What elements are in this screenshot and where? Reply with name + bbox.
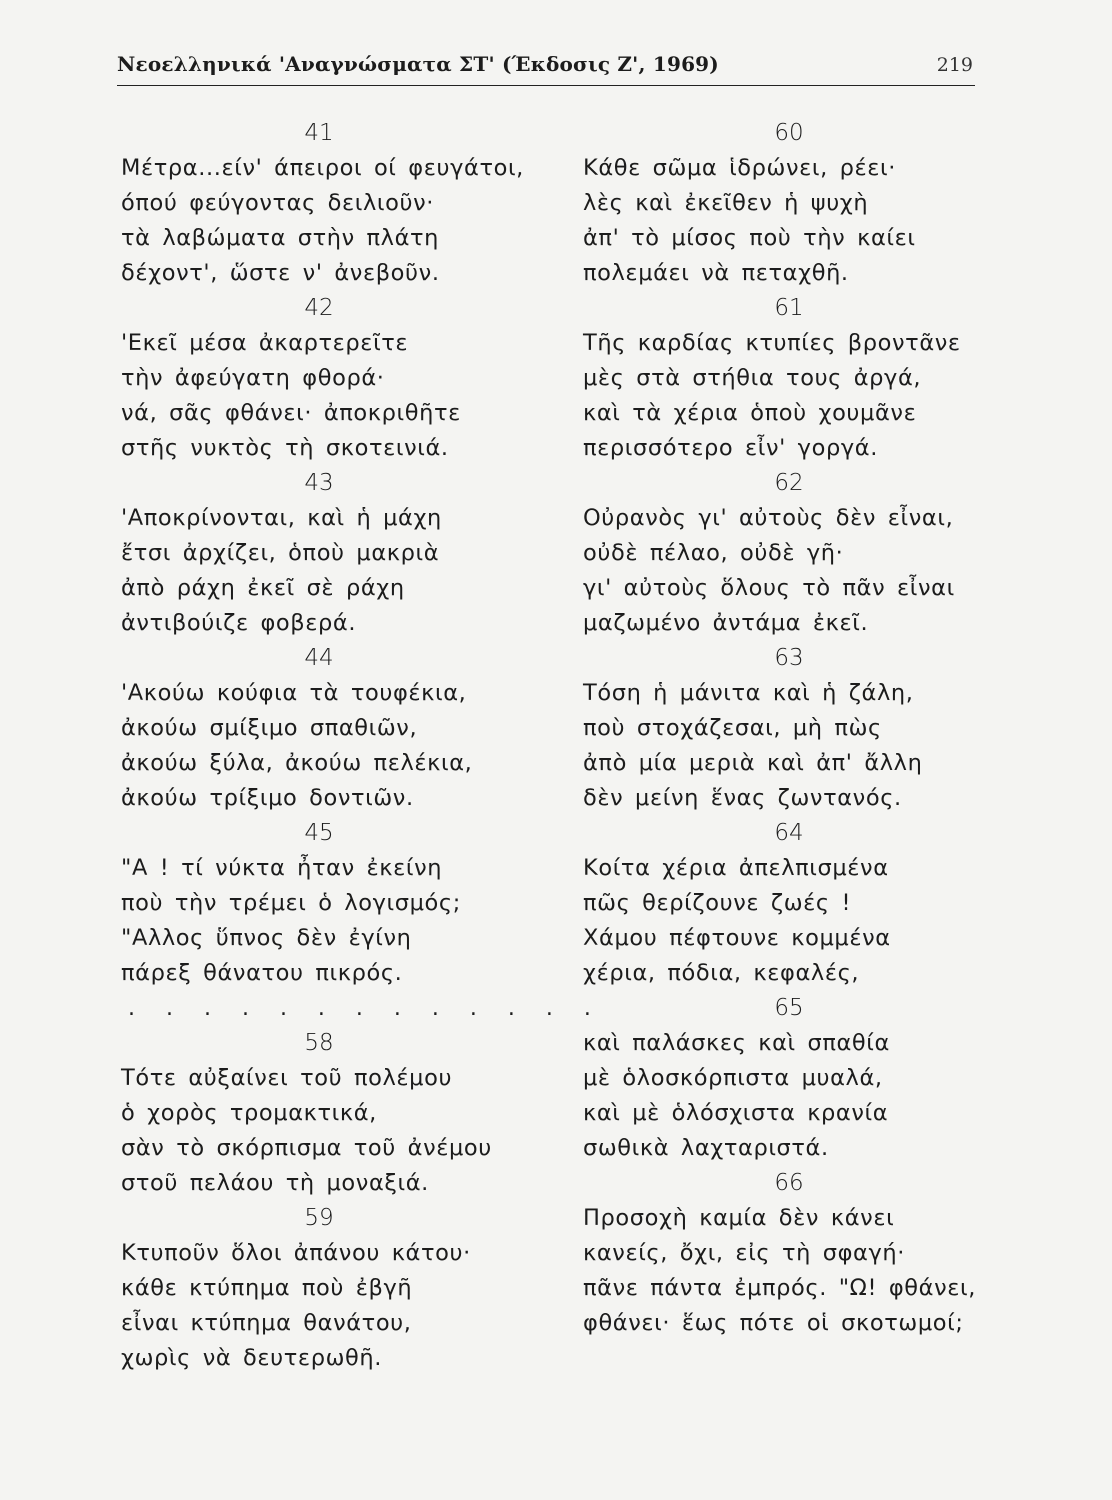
stanza-number: 65 <box>774 995 804 1021</box>
verse-line: πῶς θερίζουνε ζωές ! <box>583 890 852 916</box>
verse-line: ὁ χορὸς τρομακτικά, <box>121 1100 377 1126</box>
verse-line: πολεμάει νὰ πεταχθῆ. <box>583 260 849 286</box>
verse-line: χωρὶς νὰ δευτερωθῆ. <box>121 1345 383 1371</box>
verse-line: πᾶνε πάντα ἐμπρός. "Ω! φθάνει, <box>583 1275 976 1301</box>
verse-line: τὴν ἀφεύγατη φθορά· <box>121 365 385 391</box>
verse-line: όπού φεύγοντας δειλιοῦν· <box>121 190 435 216</box>
verse-line: ποὺ τὴν τρέμει ὁ λογισμός; <box>121 890 461 916</box>
stanza <box>121 116 531 291</box>
stanza <box>121 1026 531 1201</box>
verse-line: καὶ μὲ ὁλόσχιστα κρανία <box>583 1100 889 1126</box>
stanza-number: 63 <box>774 645 804 671</box>
stanza-number: 45 <box>304 820 334 846</box>
verse-line: κάθε κτύπημα ποὺ ἐβγῆ <box>121 1275 413 1301</box>
stanza-number: 66 <box>774 1170 804 1196</box>
verse-line: Κτυποῦν ὅλοι ἀπάνου κάτου· <box>121 1240 471 1266</box>
verse-line: Τόση ἡ μάνιτα καὶ ἡ ζάλη, <box>583 680 914 706</box>
verse-line: εἶναι κτύπημα θανάτου, <box>121 1310 412 1336</box>
verse-line: καὶ παλάσκες καὶ σπαθία <box>583 1030 890 1056</box>
stanza <box>121 466 531 641</box>
verse-line: γι' αὐτοὺς ὅλους τὸ πᾶν εἶναι <box>583 575 955 601</box>
verse-line: πάρεξ θάνατου πικρός. <box>121 960 403 986</box>
stanza-number: 42 <box>304 295 334 321</box>
verse-line: στῆς νυκτὸς τὴ σκοτεινιά. <box>121 435 449 461</box>
verse-line: ἀκούω ξύλα, ἀκούω πελέκια, <box>121 750 473 776</box>
verse-line: ἔτσι ἀρχίζει, ὁποὺ μακριὰ <box>121 540 440 566</box>
verse-line: 'Ακούω κούφια τὰ τουφέκια, <box>121 680 467 706</box>
stanza <box>583 1166 993 1341</box>
header-rule <box>117 85 975 86</box>
stanza-number: 58 <box>304 1030 334 1056</box>
verse-line: Χάμου πέφτουνε κομμένα <box>583 925 891 951</box>
stanza-number: 59 <box>304 1205 334 1231</box>
verse-line: δὲν μείνη ἕνας ζωντανός. <box>583 785 902 811</box>
stanza-number: 44 <box>304 645 334 671</box>
verse-line: Τῆς καρδίας κτυπίες βροντᾶνε <box>583 330 961 356</box>
verse-line: οὐδὲ πέλαο, οὐδὲ γῆ· <box>583 540 844 566</box>
stanza <box>121 291 531 466</box>
verse-line: Προσοχὴ καμία δὲν κάνει <box>583 1205 895 1231</box>
verse-line: 'Εκεῖ μέσα ἀκαρτερεῖτε <box>121 330 409 356</box>
omission-dots: . . . . . . . . . . . . . <box>128 996 603 1021</box>
page-number: 219 <box>936 54 973 76</box>
verse-line: ἀπ' τὸ μίσος ποὺ τὴν καίει <box>583 225 916 251</box>
verse-line: Τότε αὐξαίνει τοῦ πολέμου <box>121 1065 453 1091</box>
verse-line: χέρια, πόδια, κεφαλές, <box>583 960 860 986</box>
stanza <box>583 991 993 1166</box>
stanza <box>583 116 993 291</box>
verse-line: σὰν τὸ σκόρπισμα τοῦ ἀνέμου <box>121 1135 492 1161</box>
stanza <box>583 641 993 816</box>
verse-line: ἀντιβούιζε φοβερά. <box>121 610 357 636</box>
verse-line: περισσότερο εἶν' γοργά. <box>583 435 878 461</box>
verse-line: Οὐρανὸς γι' αὐτοὺς δὲν εἶναι, <box>583 505 954 531</box>
verse-line: μαζωμένο ἀντάμα ἐκεῖ. <box>583 610 869 636</box>
verse-line: ἀπὸ ράχη ἐκεῖ σὲ ράχη <box>121 575 405 601</box>
verse-line: ἀπὸ μία μεριὰ καὶ ἀπ' ἄλλη <box>583 750 923 776</box>
running-title: Νεοελληνικά 'Αναγνώσματα ΣΤ' (Έκδοσις Ζ', 1969) <box>117 52 719 76</box>
verse-line: "Α ! τί νύκτα ἦταν ἐκείνη <box>121 855 443 881</box>
verse-line: φθάνει· ἕως πότε οἱ σκοτωμοί; <box>583 1310 964 1336</box>
stanza <box>121 641 531 816</box>
stanza <box>583 291 993 466</box>
stanza-number: 61 <box>774 295 804 321</box>
verse-line: "Αλλος ὕπνος δὲν ἐγίνη <box>121 925 412 951</box>
verse-line: 'Αποκρίνονται, καὶ ἡ μάχη <box>121 505 442 531</box>
verse-line: στοῦ πελάου τὴ μοναξιά. <box>121 1170 429 1196</box>
verse-line: μὲς στὰ στήθια τους ἀργά, <box>583 365 922 391</box>
stanza-number: 64 <box>774 820 804 846</box>
verse-line: νά, σᾶς φθάνει· ἀποκριθῆτε <box>121 400 461 426</box>
stanza-number: 62 <box>774 470 804 496</box>
verse-line: λὲς καὶ ἐκεῖθεν ἡ ψυχὴ <box>583 190 869 216</box>
verse-line: καὶ τὰ χέρια ὁποὺ χουμᾶνε <box>583 400 917 426</box>
verse-line: Κάθε σῶμα ἱδρώνει, ρέει· <box>583 155 896 181</box>
verse-line: σωθικὰ λαχταριστά. <box>583 1135 829 1161</box>
left-column <box>121 116 603 1376</box>
verse-line: μὲ ὁλοσκόρπιστα μυαλά, <box>583 1065 883 1091</box>
stanza-number: 41 <box>304 120 334 146</box>
page-header <box>117 52 975 88</box>
verse-line: τὰ λαβώματα στὴν πλάτη <box>121 225 440 251</box>
verse-line: Μέτρα...είν' άπειροι οί φευγάτοι, <box>121 155 524 181</box>
stanza-number: 60 <box>774 120 804 146</box>
stanza <box>583 466 993 641</box>
verse-line: κανείς, ὄχι, εἰς τὴ σφαγή· <box>583 1240 905 1266</box>
verse-line: ἀκούω σμίξιμο σπαθιῶν, <box>121 715 418 741</box>
verse-line: ποὺ στοχάζεσαι, μὴ πὼς <box>583 715 882 741</box>
stanza <box>121 1201 531 1376</box>
right-column <box>583 116 993 1341</box>
verse-line: ἀκούω τρίξιμο δοντιῶν. <box>121 785 414 811</box>
verse-line: Κοίτα χέρια ἀπελπισμένα <box>583 855 889 881</box>
stanza <box>583 816 993 991</box>
stanza <box>121 816 531 991</box>
stanza-number: 43 <box>304 470 334 496</box>
verse-line: δέχοντ', ὥστε ν' ἀνεβοῦν. <box>121 260 440 286</box>
